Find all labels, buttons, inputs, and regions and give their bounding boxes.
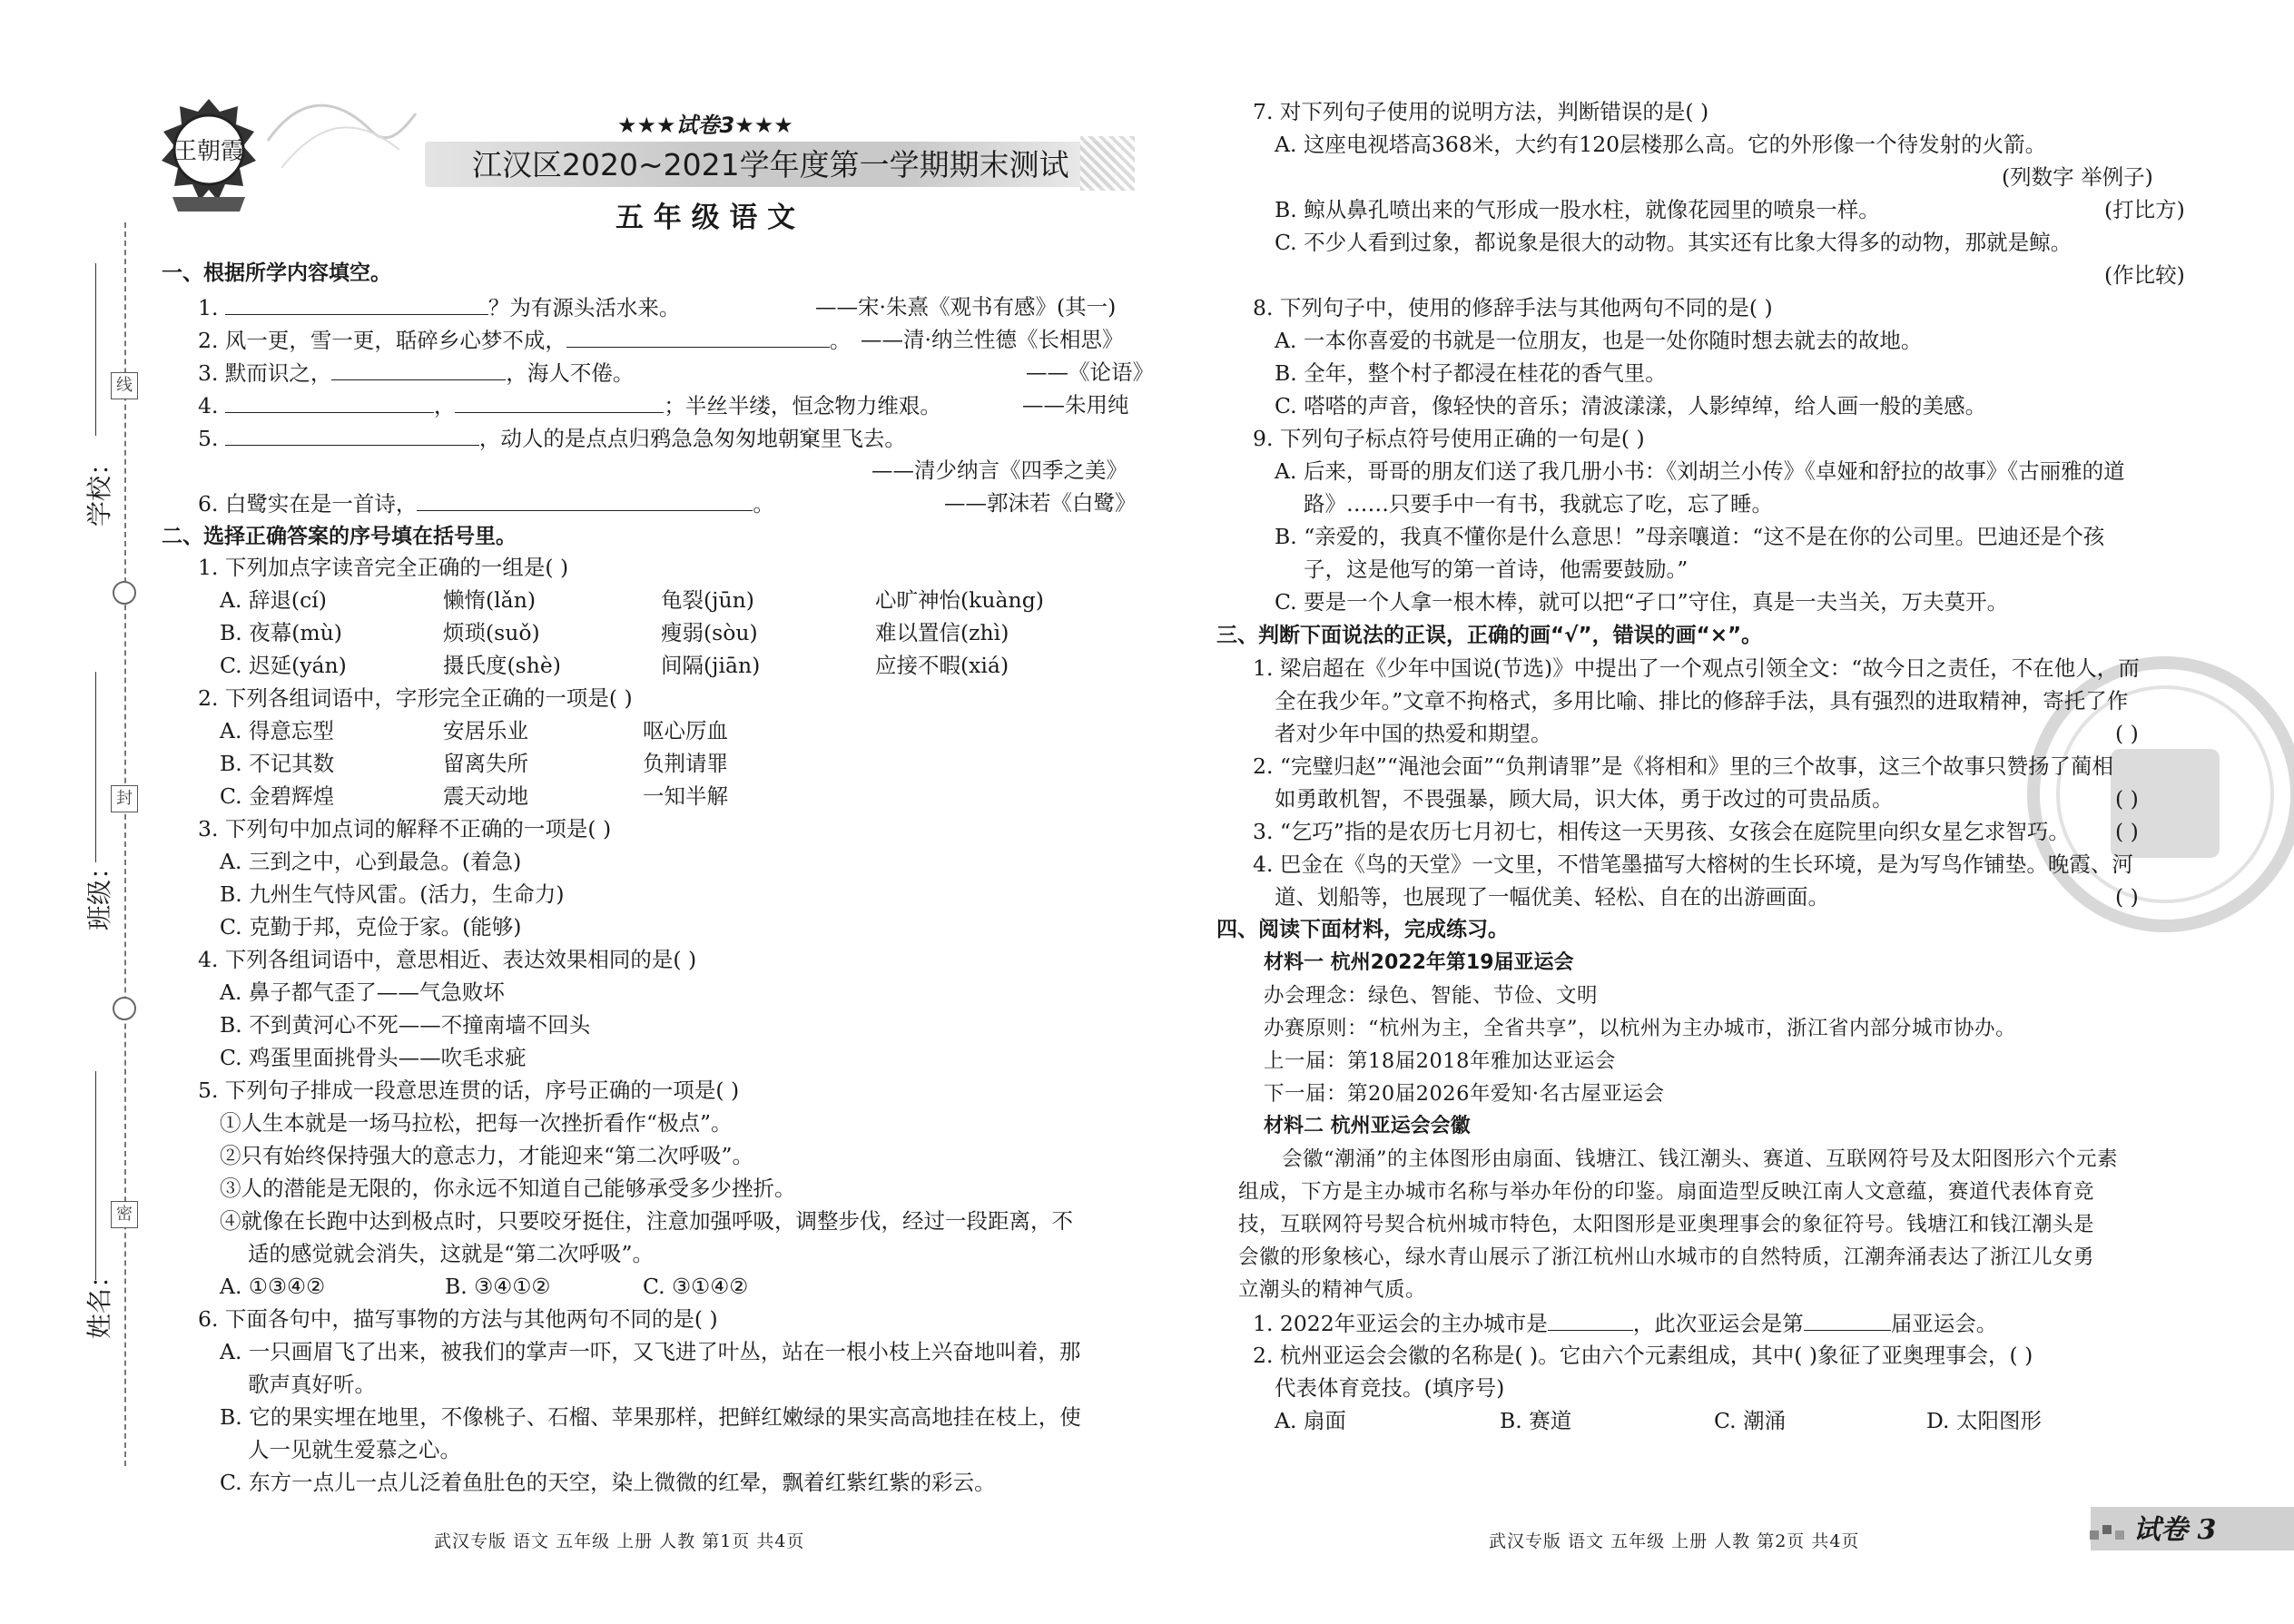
q3-option-b[interactable]: B. 九州生气恃风雷。(活力，生命力) [220,881,565,907]
choice-q5: 5. 下列句子排成一段意思连贯的话，序号正确的一项是( ) [198,1078,740,1103]
judge-q1-cont2: 者对少年中国的热爱和期望。 [1275,721,1552,746]
section-4-title: 四、阅读下面材料，完成练习。 [1216,918,1509,941]
name-label: 姓名： [84,1262,114,1339]
q5-option-a[interactable]: A. ①③④② [220,1274,326,1299]
material-2-para-3: 技，互联网符号契合杭州城市特色，太阳图形是亚奥理事会的象征符号。钱塘江和钱江潮头是 [1238,1213,2095,1236]
fill-q5: 5. ，动人的是点点归鸦急急匆匆地朝窠里飞去。 [198,421,906,455]
answer-blank[interactable] [566,323,830,348]
q1-option-a4: 心旷神怡(kuàng) [875,587,1044,613]
q7-option-a-method: (列数字 举例子) [2002,164,2153,190]
q2-option-b2: 留离失所 [443,751,528,776]
fill-q6: 6. 白鹭实在是一首诗， 。 [198,487,774,520]
choice-q1: 1. 下列加点字读音完全正确的一组是( ) [198,555,569,580]
logo-text: 王朝霞 [172,138,245,165]
answer-blank[interactable] [225,389,434,413]
q9-option-b[interactable]: B. “亲爱的，我真不懂你是什么意思！”母亲嚷道：“这不是在你的公司里。巴迪还是个孩 [1275,524,2105,549]
q7-option-a[interactable]: A. 这座电视塔高368米，大约有120层楼那么高。它的外形像一个待发射的火箭。 [1275,132,2047,157]
material-1-line-4: 下一届：第20届2026年爱知·名古屋亚运会 [1264,1082,1665,1106]
q5-sentence-2: ②只有始终保持强大的意志力，才能迎来“第二次呼吸”。 [220,1143,754,1168]
ribbon-decoration [263,86,418,195]
judge-q4: 4. 巴金在《鸟的天堂》一文里，不惜笔墨描写大榕树的生长环境，是为写鸟作铺垫。晚霞、河 [1253,851,2133,877]
section-3-title: 三、判断下面说法的正误，正确的画“√”，错误的画“×”。 [1216,624,1763,647]
read-q1: 1. 2022年亚运会的主办城市是 ，此次亚运会是第 届亚运会。 [1253,1306,1997,1340]
q9-option-a-cont: 路》……只要手中一有书，我就忘了吃，忘了睡。 [1304,491,1773,517]
title-decoration [1080,136,1135,191]
q2-option-c3: 一知半解 [643,783,728,809]
read-q2-cont: 代表体育竞技。(填序号) [1275,1375,1505,1401]
class-label: 班级： [84,853,114,930]
choice-q7: 7. 对下列句子使用的说明方法，判断错误的是( ) [1253,99,1709,124]
q6-option-a-cont: 歌声真好听。 [248,1372,376,1397]
q3-option-c[interactable]: C. 克勤于邦，克俭于家。(能够) [220,914,522,940]
q6-option-a[interactable]: A. 一只画眉飞了出来，被我们的掌声一吓，又飞进了叶丛，站在一根小枝上兴奋地叫着，那 [220,1339,1081,1364]
class-line[interactable] [95,672,96,862]
fill-q5-source: ——清少纳言《四季之美》 [871,458,1127,483]
answer-blank[interactable] [455,389,664,413]
q4-option-a[interactable]: A. 鼻子都气歪了——气急败坏 [220,979,505,1005]
q9-option-a[interactable]: A. 后来，哥哥的朋友们送了我几册小书：《刘胡兰小传》《卓娅和舒拉的故事》《古丽雅的道 [1275,458,2125,484]
material-1-line-3: 上一届：第18届2018年雅加达亚运会 [1264,1049,1616,1073]
fill-q3: 3. 默而识之， ，海人不倦。 [198,356,634,389]
q1-option-c4: 应接不暇(xiá) [875,653,1009,678]
binding-dashed-line [124,222,126,1466]
q1-option-a3: 龟裂(jūn) [661,587,754,613]
answer-blank-city[interactable] [1548,1306,1633,1331]
q1-option-b2: 烦琐(suǒ) [443,620,540,645]
q1-option-c2: 摄氏度(shè) [443,653,561,678]
q6-option-c[interactable]: C. 东方一点儿一点儿泛着鱼肚色的天空，染上微微的红晕，飘着红紫红紫的彩云。 [220,1470,996,1495]
q1-option-c1[interactable]: C. 迟延(yán) [220,653,347,678]
q1-option-a2: 懒惰(lǎn) [443,587,536,613]
q8-option-b[interactable]: B. 全年，整个村子都浸在桂花的香气里。 [1275,360,1667,386]
fill-q1: 1. ？为有源头活水来。 [198,290,680,324]
exam-title: 江汉区2020~2021学年度第一学期期末测试 [472,147,1069,182]
judge-q4-cont: 道、划船等，也展现了一幅优美、轻松、自在的出游画面。 [1275,884,1829,910]
material-1-title: 材料一 杭州2022年第19届亚运会 [1264,951,1574,974]
judge-q3: 3. “乞巧”指的是农历七月初七，相传这一天男孩、女孩会在庭院里向织女星乞求智巧。 [1253,819,2070,844]
q9-option-c[interactable]: C. 要是一个人拿一根木棒，就可以把“孑口”守住，真是一夫当关，万夫莫开。 [1275,589,2009,615]
seal-mark-line: 线 [111,372,138,399]
answer-blank[interactable] [225,290,488,315]
read-q2-option-b[interactable]: B. 赛道 [1500,1408,1572,1433]
read-q2-option-d[interactable]: D. 太阳图形 [1926,1408,2042,1433]
seal-mark-seal: 封 [111,785,138,812]
read-q2: 2. 杭州亚运会会徽的名称是( )。它由六个元素组成，其中( )象征了亚奥理事会，( ) [1253,1343,2033,1368]
q1-option-b1[interactable]: B. 夜幕(mù) [220,620,342,645]
publisher-logo [156,95,261,222]
q8-option-a[interactable]: A. 一本你喜爱的书就是一位朋友，也是一处你随时想去就去的故地。 [1275,328,1923,353]
q3-option-a[interactable]: A. 三到之中，心到最急。(着急) [220,849,522,874]
footer-left: 武汉专版 语文 五年级 上册 人教 第1页 共4页 [434,1531,805,1551]
q1-option-a1[interactable]: A. 辞退(cí) [220,587,327,613]
q2-option-c2: 震天动地 [443,783,528,809]
choice-q8: 8. 下列句子中，使用的修辞手法与其他两句不同的是( ) [1253,295,1773,320]
fill-q4: 4. ， ；半丝半缕，恒念物力维艰。 [198,389,941,422]
school-label: 学校： [84,449,114,527]
exam-subtitle: 五 年 级 语 文 [615,202,796,234]
seal-mark-secret: 密 [111,1201,138,1228]
q2-option-a2: 安居乐业 [443,718,528,743]
answer-blank[interactable] [417,487,753,511]
q7-option-b-method: (打比方) [2104,197,2185,222]
judge-q1-cont: 全在我少年。”文章不拘格式，多用比喻、排比的修辞手法，具有强烈的进取精神，寄托了作 [1275,688,2129,714]
material-1-line-2: 办赛原则：“杭州为主，全省共享”，以杭州为主办城市，浙江省内部分城市协办。 [1264,1017,2017,1040]
q5-sentence-4-cont: 适的感觉就会消失，这就是“第二次呼吸”。 [248,1241,655,1266]
q1-option-b3: 瘦弱(sòu) [661,620,758,645]
q2-option-a1[interactable]: A. 得意忘型 [220,718,334,743]
choice-q2: 2. 下列各组词语中，字形完全正确的一项是( ) [198,685,633,711]
judge-q1-paren[interactable]: ( ) [2115,721,2139,746]
q7-option-c[interactable]: C. 不少人看到过象，都说象是很大的动物。其实还有比象大得多的动物，那就是鲸。 [1275,230,2072,255]
choice-q9: 9. 下列句子标点符号使用正确的一句是( ) [1253,426,1645,451]
material-1-line-1: 办会理念：绿色、智能、节俭、文明 [1264,984,1599,1008]
q4-option-b[interactable]: B. 不到黄河心不死——不撞南墙不回头 [220,1012,591,1038]
q2-option-a3: 呕心厉血 [643,718,728,743]
judge-q4-paren[interactable]: ( ) [2115,884,2139,910]
paper-number: ★★★试卷3★★★ [617,113,793,138]
q8-option-c[interactable]: C. 嗒嗒的声音，像轻快的音乐；清波漾漾，人影绰绰，给人画一般的美感。 [1275,393,1987,418]
fill-q2: 2. 风一更，雪一更，聒碎乡心梦不成， 。 [198,323,851,357]
answer-blank[interactable] [331,356,506,380]
q7-option-b[interactable]: B. 鲸从鼻孔喷出来的气形成一股水柱，就像花园里的喷泉一样。 [1275,197,1880,222]
q6-option-b-cont: 人一见就生爱慕之心。 [248,1437,461,1462]
fill-q1-source: ——宋·朱熹《观书有感》(其一) [815,294,1117,320]
q5-sentence-4: ④就像在长跑中达到极点时，只要咬牙挺住，注意加强呼吸，调整步伐，经过一段距离，不 [220,1208,1073,1234]
fill-q2-source: ——清·纳兰性德《长相思》 [861,327,1124,352]
q6-option-b[interactable]: B. 它的果实埋在地里，不像桃子、石榴、苹果那样，把鲜红嫩绿的果实高高地挂在枝上，使 [220,1404,1081,1430]
paper-tag-label: 试卷 3 [2133,1514,2217,1546]
q2-option-c1[interactable]: C. 金碧辉煌 [220,783,335,809]
q5-sentence-1: ①人生本就是一场马拉松，把每一次挫折看作“极点”。 [220,1110,733,1136]
material-2-para-1: 会徽“潮涌”的主体图形由扇面、钱塘江、钱江潮头、赛道、互联网符号及太阳图形六个元素 [1282,1147,2119,1171]
choice-q6: 6. 下面各句中，描写事物的方法与其他两句不同的是( ) [198,1306,718,1332]
q7-option-c-method: (作比较) [2104,262,2185,288]
q1-option-c3: 间隔(jiān) [661,653,761,678]
binding-ring-icon [113,997,136,1020]
judge-q2-paren[interactable]: ( ) [2115,786,2139,812]
q2-option-b3: 负荆请罪 [643,751,728,776]
name-line[interactable] [95,1071,96,1280]
footer-right: 武汉专版 语文 五年级 上册 人教 第2页 共4页 [1489,1531,1860,1551]
material-2-para-2: 组成，下方是主办城市名称与举办年份的印鉴。扇面造型反映江南人文意蕴，赛道代表体育竞 [1238,1180,2095,1204]
q9-option-b-cont: 子，这是他写的第一首诗，他需要鼓励。” [1304,556,1689,582]
answer-blank[interactable] [225,421,479,446]
section-2-title: 二、选择正确答案的序号填在括号里。 [162,525,517,548]
q1-option-b4: 难以置信(zhì) [875,620,1009,645]
q4-option-c[interactable]: C. 鸡蛋里面挑骨头——吹毛求疵 [220,1045,527,1070]
judge-q1: 1. 梁启超在《少年中国说(节选)》中提出了一个观点引领全文：“故今日之责任，不在他人，而 [1253,655,2140,681]
material-2-para-5: 立潮头的精神气质。 [1238,1278,1427,1302]
choice-q4: 4. 下列各组词语中，意思相近、表达效果相同的是( ) [198,947,697,972]
fill-q4-source: ——朱用纯 [1022,392,1129,418]
judge-q2: 2. “完璧归赵”“渑池会面”“负荆请罪”是《将相和》里的三个故事，这三个故事只赞扬了蔺相 [1253,753,2113,779]
section-1-title: 一、根据所学内容填空。 [162,261,391,285]
q5-option-b[interactable]: B. ③④①② [445,1274,551,1299]
q5-option-c[interactable]: C. ③①④② [643,1274,749,1299]
school-line[interactable] [95,263,96,436]
q2-option-b1[interactable]: B. 不记其数 [220,751,335,776]
material-2-para-4: 会徽的形象核心，绿水青山展示了浙江杭州山水城市的自然特质，江潮奔涌表达了浙江儿女勇 [1238,1245,2095,1269]
read-q2-option-a[interactable]: A. 扇面 [1275,1408,1346,1433]
read-q2-option-c[interactable]: C. 潮涌 [1714,1408,1787,1433]
choice-q3: 3. 下列句中加点词的解释不正确的一项是( ) [198,816,612,842]
fill-q6-source: ——郭沫若《白鹭》 [944,490,1137,516]
answer-blank-session[interactable] [1804,1306,1891,1331]
judge-q3-paren[interactable]: ( ) [2115,819,2139,844]
q5-sentence-3: ③人的潜能是无限的，你永远不知道自己能够承受多少挫折。 [220,1176,796,1201]
judge-q2-cont: 如勇敢机智，不畏强暴，顾大局，识大体，勇于改过的可贵品质。 [1275,786,1894,812]
material-2-title: 材料二 杭州亚运会会徽 [1264,1115,1471,1137]
fill-q3-source: ——《论语》 [1026,359,1154,385]
binding-ring-icon [113,581,136,605]
